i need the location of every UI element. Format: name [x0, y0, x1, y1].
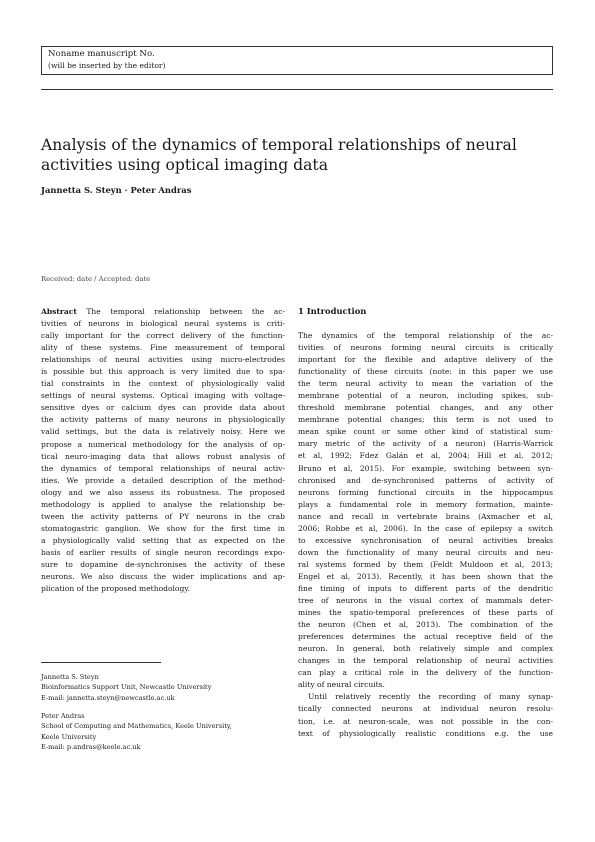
paper-title: Analysis of the dynamics of temporal relationships of neural activities using optical imaging data: [41, 136, 517, 174]
abstract-line: cally important for the correct delivery of the function-: [41, 331, 285, 341]
intro-line: neurons forming functional circuits in the hippocampus: [298, 487, 553, 497]
abstract-line: is possible but this approach is very limited due to spa-: [41, 367, 285, 377]
intro-line: neuron. In general, both relatively simple and complex: [298, 644, 553, 654]
intro-line: the neuron (Chen et al, 2013). The combination of the: [298, 620, 553, 630]
intro-line: mean spike count or some other kind of statistical sum-: [298, 427, 553, 437]
abstract-line: tween the activity patterns of PY neurons in the crab: [41, 511, 285, 521]
intro-line: mary metric of the activity of a neuron) (Harris-Warrick: [298, 439, 553, 449]
abstract-line: tivities of neurons in biological neural systems is criti-: [41, 319, 285, 329]
abstract-label: Abstract: [41, 307, 77, 316]
intro-line: fine timing of inputs to different parts of the dendritic: [298, 583, 553, 593]
affiliation-name: Jannetta S. Steyn: [41, 673, 99, 681]
intro-line: membrane potential of a neuron, including spikes, sub-: [298, 391, 553, 401]
intro-line: preferences determines the actual receptive field of the: [298, 632, 553, 642]
intro-line: text of physiologically realistic conditions e.g. the use: [298, 728, 553, 738]
intro-line: Engel et al, 2013). Recently, it has been shown that the: [298, 571, 553, 581]
intro-line: tically connected neurons at individual neuron resolu-: [298, 704, 553, 714]
intro-line: plays a fundamental role in memory formation, mainte-: [298, 499, 553, 509]
intro-line: tree of neurons in the visual cortex of mammals deter-: [298, 596, 553, 606]
intro-line: nance and recall in vertebrate brains (Axmacher et al,: [298, 511, 553, 521]
abstract-line: The temporal relationship between the ac-: [86, 307, 285, 316]
intro-line: ality of neural circuits.: [298, 680, 385, 690]
abstract-line: methodology is applied to analyse the relationship be-: [41, 499, 285, 509]
abstract-line: plication of the proposed methodology.: [41, 584, 190, 594]
intro-line: tivities of neurons forming neural circuits is critically: [298, 343, 553, 353]
intro-line: chronised and de-synchronised patterns of activity of: [298, 475, 553, 485]
intro-line: down the functionality of many neural circuits and neu-: [298, 547, 553, 557]
abstract-line: tical neuro-imaging data that allows robust analysis of: [41, 451, 285, 461]
intro-line: 2006; Robbe et al, 2006). In the case of epilepsy a switch: [298, 523, 553, 533]
affiliation-andras: [41, 711, 291, 752]
header-rule: [41, 89, 553, 90]
abstract-line: a physiologically valid setting that as expected on the: [41, 535, 285, 545]
abstract-line: basis of earlier results of single neuron recordings expo-: [41, 547, 285, 557]
abstract-line: settings of neural systems. Optical imaging with voltage-: [41, 391, 285, 401]
intro-line: The dynamics of the temporal relationship of the ac-: [298, 331, 553, 340]
introduction-body: [298, 330, 553, 740]
intro-line: Bruno et al, 2015). For example, switching between syn-: [298, 463, 553, 473]
manuscript-number: Noname manuscript No.: [48, 49, 155, 59]
abstract-line: ities. We provide a detailed description of the method-: [41, 475, 285, 485]
intro-line: Until relatively recently the recording of many synap-: [308, 692, 553, 702]
author-list: Jannetta S. Steyn · Peter Andras: [41, 185, 192, 195]
intro-line: ral systems formed by them (Feldt Muldoon et al, 2013;: [298, 559, 553, 569]
affiliation-email: E-mail: p.andras@keele.ac.uk: [41, 742, 141, 751]
affiliation-institution: Bioinformatics Support Unit, Newcastle University: [41, 683, 212, 692]
intro-line: membrane potential changes; this term is not used to: [298, 415, 553, 425]
intro-line: important for the flexible and adaptive delivery of the: [298, 355, 553, 365]
affiliation-email: E-mail: jannetta.steyn@newcastle.ac.uk: [41, 693, 175, 702]
abstract-line: sensitive dyes or calcium dyes can provide data about: [41, 403, 285, 413]
intro-line: to excessive synchronisation of neural activities breaks: [298, 535, 553, 545]
footnote-rule: [41, 662, 161, 663]
abstract-line: propose a numerical methodology for the analysis of op-: [41, 439, 285, 449]
abstract: [41, 306, 285, 595]
abstract-line: valid settings, but the data is relatively noisy. Here we: [41, 427, 285, 437]
abstract-line: the dynamics of temporal relationships of neural activ-: [41, 463, 285, 473]
editor-note: (will be inserted by the editor): [48, 61, 166, 70]
abstract-line: relationships of neural activities using micro-electrodes: [41, 355, 285, 365]
affiliation-institution: Keele University: [41, 732, 97, 741]
intro-line: the term neural activity to mean the variation of the: [298, 379, 553, 389]
intro-line: mines the spatio-temporal preferences of these parts of: [298, 608, 553, 618]
intro-line: changes in the temporal relationship of neural activities: [298, 656, 553, 666]
abstract-line: stomatogastric ganglion. We show for the first time in: [41, 523, 285, 533]
affiliation-steyn: [41, 672, 291, 703]
abstract-line: neurons. We also discuss the wider implications and ap-: [41, 572, 285, 582]
intro-line: tion, i.e. at neuron-scale, was not possible in the con-: [298, 716, 553, 726]
affiliation-name: Peter Andras: [41, 712, 85, 720]
intro-line: et al, 1992; Fdez Galán et al, 2004; Hill et al, 2012;: [298, 451, 553, 461]
affiliation-institution: School of Computing and Mathematics, Keele University,: [41, 722, 232, 731]
abstract-line: sure to dopamine de-synchronises the activity of these: [41, 559, 285, 569]
abstract-line: tial constraints in the context of physiologically valid: [41, 379, 285, 389]
section-heading-introduction: 1 Introduction: [298, 306, 367, 316]
intro-line: threshold membrane potential changes, and any other: [298, 403, 553, 413]
abstract-line: ology and we also assess its robustness. The proposed: [41, 487, 285, 497]
abstract-line: ality of these systems. Fine measurement of temporal: [41, 343, 285, 353]
intro-line: functionality of these circuits (note: in this paper we use: [298, 367, 553, 377]
abstract-line: the activity patterns of many neurons in physiologically: [41, 415, 285, 425]
editor-note-box: [41, 46, 553, 75]
intro-line: can play a critical role in the delivery of the function-: [298, 668, 553, 678]
received-date: Received: date / Accepted: date: [41, 275, 151, 283]
